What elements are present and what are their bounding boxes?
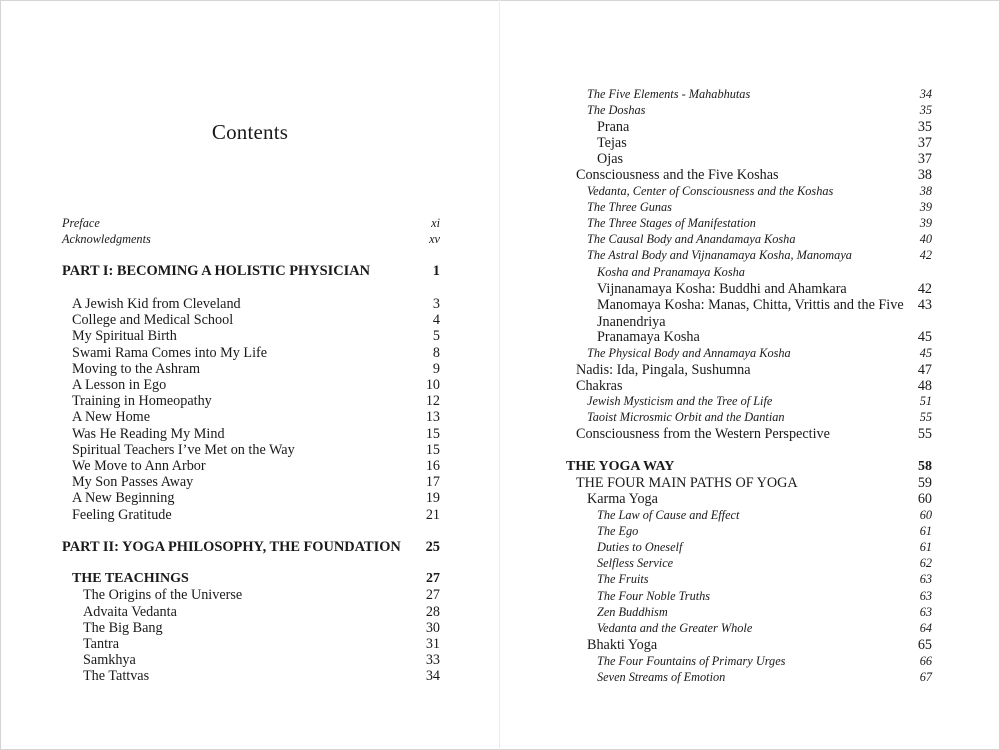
toc-entry[interactable]: My Spiritual Birth 5 (72, 328, 440, 344)
toc-entry[interactable]: The Fruits 63 (597, 572, 932, 586)
toc-entry[interactable]: A New Home 13 (72, 409, 440, 425)
toc-entry[interactable]: Duties to Oneself 61 (597, 540, 932, 554)
toc-entry[interactable]: The Law of Cause and Effect 60 (597, 508, 932, 522)
toc-entry[interactable]: Chakras 48 (576, 378, 932, 394)
toc-entry[interactable]: The Ego 61 (597, 524, 932, 538)
toc-entry[interactable]: Karma Yoga 60 (587, 491, 932, 507)
toc-entry-acknowledgments[interactable]: Acknowledgments xv (62, 232, 440, 246)
toc-entry[interactable]: The Four Fountains of Primary Urges 66 (597, 654, 932, 668)
toc-entry[interactable]: Advaita Vedanta 28 (83, 604, 440, 620)
toc-entry[interactable]: Pranamaya Kosha 45 (597, 329, 932, 345)
toc-entry[interactable]: The Four Noble Truths 63 (597, 589, 932, 603)
toc-entry[interactable]: Taoist Microsmic Orbit and the Dantian 55 (587, 410, 932, 424)
toc-entry[interactable]: Feeling Gratitude 21 (72, 507, 440, 523)
toc-entry[interactable]: Vijnanamaya Kosha: Buddhi and Ahamkara 42 (597, 281, 932, 297)
toc-entry[interactable]: We Move to Ann Arbor 16 (72, 458, 440, 474)
toc-entry[interactable]: Moving to the Ashram 9 (72, 361, 440, 377)
toc-entry[interactable]: The Three Gunas 39 (587, 200, 932, 214)
toc-entry[interactable]: Prana 35 (597, 119, 932, 135)
toc-entry[interactable]: Manomaya Kosha: Manas, Chitta, Vrittis and the Five Jnanendriya 43 (597, 297, 932, 330)
toc-entry[interactable]: The Big Bang 30 (83, 620, 440, 636)
contents-title: Contents (211, 120, 289, 144)
toc-entry[interactable]: The Astral Body and Vijnanamaya Kosha, Manomaya 42 (587, 248, 932, 262)
toc-entry[interactable]: Was He Reading My Mind 15 (72, 426, 440, 442)
toc-entry[interactable]: Nadis: Ida, Pingala, Sushumna 47 (576, 362, 932, 378)
toc-section-yoga-way[interactable]: THE YOGA WAY 58 (566, 459, 932, 474)
toc-entry[interactable]: Zen Buddhism 63 (597, 605, 932, 619)
toc-entry[interactable]: The Tattvas 34 (83, 668, 440, 684)
toc-section-four-paths[interactable]: THE FOUR MAIN PATHS OF YOGA 59 (576, 475, 932, 491)
toc-entry[interactable]: Tejas 37 (597, 135, 932, 151)
toc-entry[interactable]: Selfless Service 62 (597, 556, 932, 570)
toc-entry[interactable]: Samkhya 33 (83, 652, 440, 668)
toc-entry[interactable]: Tantra 31 (83, 636, 440, 652)
toc-entry[interactable]: Consciousness and the Five Koshas 38 (576, 167, 932, 183)
toc-entry[interactable]: Training in Homeopathy 12 (72, 393, 440, 409)
toc-entry-continuation[interactable]: Kosha and Pranamaya Kosha (597, 265, 745, 279)
toc-entry[interactable]: Jewish Mysticism and the Tree of Life 51 (587, 394, 932, 408)
toc-entry[interactable]: A New Beginning 19 (72, 490, 440, 506)
toc-entry[interactable]: Seven Streams of Emotion 67 (597, 670, 932, 684)
toc-entry[interactable]: Spiritual Teachers I’ve Met on the Way 15 (72, 442, 440, 458)
toc-entry[interactable]: A Lesson in Ego 10 (72, 377, 440, 393)
toc-entry[interactable]: The Doshas 35 (587, 103, 932, 117)
toc-entry[interactable]: The Five Elements - Mahabhutas 34 (587, 87, 932, 101)
toc-entry[interactable]: The Physical Body and Annamaya Kosha 45 (587, 346, 932, 360)
toc-entry[interactable]: The Three Stages of Manifestation 39 (587, 216, 932, 230)
toc-part-1[interactable]: PART I: BECOMING A HOLISTIC PHYSICIAN 1 (62, 263, 440, 279)
toc-entry[interactable]: Vedanta, Center of Consciousness and the Koshas 38 (587, 184, 932, 198)
toc-entry[interactable]: Bhakti Yoga 65 (587, 637, 932, 653)
toc-entry[interactable]: My Son Passes Away 17 (72, 474, 440, 490)
toc-entry[interactable]: Ojas 37 (597, 151, 932, 167)
toc-entry[interactable]: The Causal Body and Anandamaya Kosha 40 (587, 232, 932, 246)
toc-entry-preface[interactable]: Preface xi (62, 216, 440, 230)
toc-part-2[interactable]: PART II: YOGA PHILOSOPHY, THE FOUNDATION 25 (62, 539, 440, 555)
toc-entry[interactable]: Consciousness from the Western Perspective 55 (576, 426, 932, 442)
toc-entry[interactable]: College and Medical School 4 (72, 312, 440, 328)
toc-entry[interactable]: A Jewish Kid from Cleveland 3 (72, 296, 440, 312)
toc-entry[interactable]: The Origins of the Universe 27 (83, 587, 440, 603)
toc-entry[interactable]: Vedanta and the Greater Whole 64 (597, 621, 932, 635)
toc-section-teachings[interactable]: THE TEACHINGS 27 (72, 571, 440, 586)
toc-entry[interactable]: Swami Rama Comes into My Life 8 (72, 345, 440, 361)
book-spine (499, 0, 500, 750)
